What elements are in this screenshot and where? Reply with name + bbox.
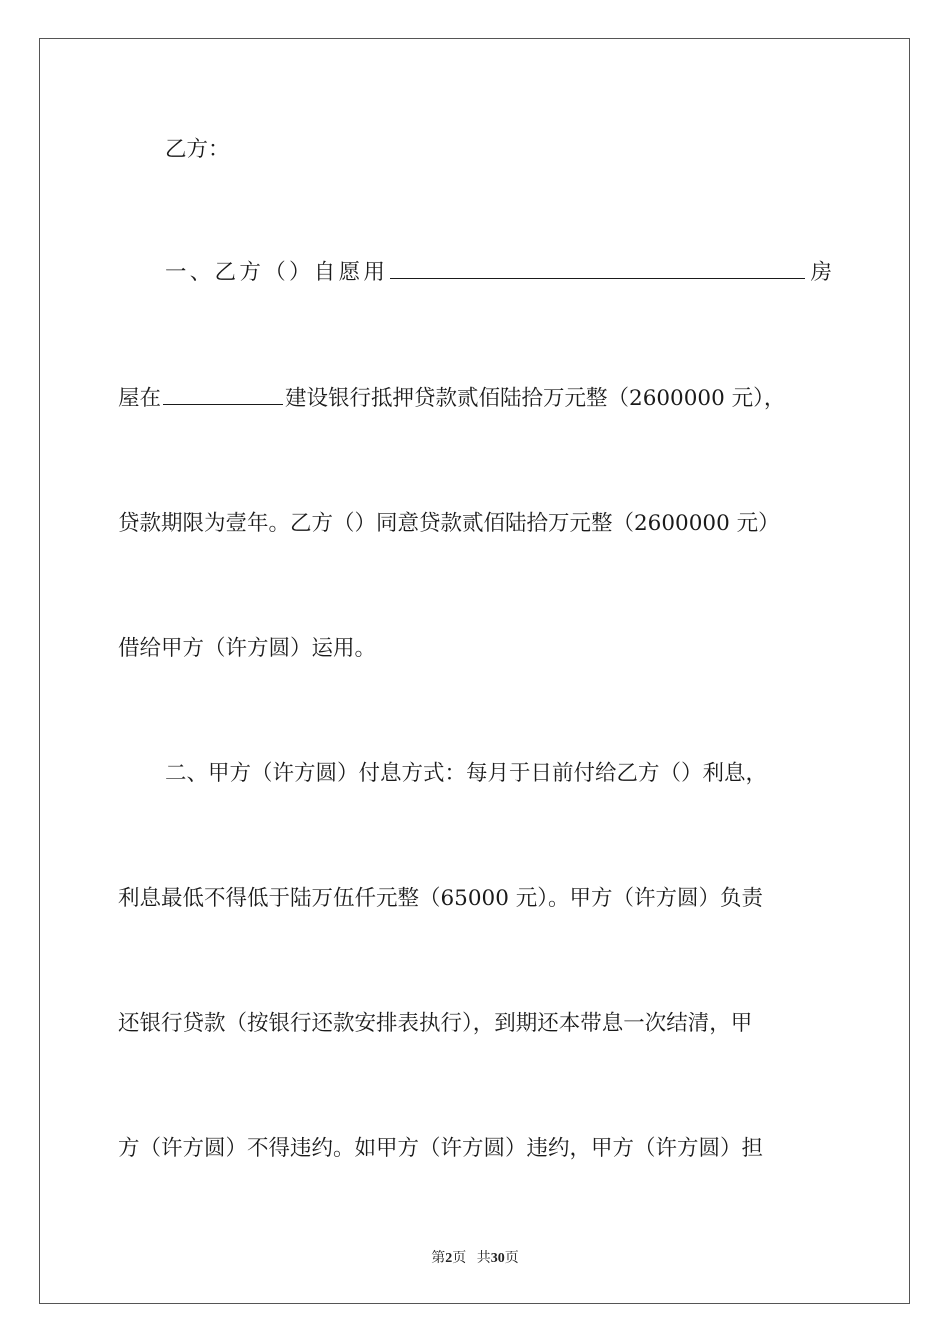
clause-one-line-2-suffix: 建设银行抵押贷款贰佰陆拾万元整（2600000 元），: [285, 386, 786, 411]
property-blank: [390, 258, 805, 279]
bank-blank: [163, 384, 283, 405]
clause-one-line-2-prefix: 屋在: [118, 386, 162, 411]
party-b-label: 乙方：: [165, 137, 230, 162]
page-border: [39, 38, 910, 1304]
clause-one-line-3: 贷款期限为壹年。乙方（）同意贷款贰佰陆拾万元整（2600000 元）: [118, 511, 780, 536]
footer-page-suffix: 页: [452, 1251, 467, 1266]
clause-one-suffix: 房: [807, 260, 832, 285]
clause-one-line-2: [118, 383, 832, 415]
clause-one-line-4: 借给甲方（许方圆）运用。: [118, 636, 377, 661]
footer-total-suffix: 页: [504, 1251, 519, 1266]
clause-two-line-1: 二、甲方（许方圆）付息方式：每月于日前付给乙方（）利息，: [165, 761, 768, 786]
clause-two-line-2: 利息最低不得低于陆万伍仟元整（65000 元）。甲方（许方圆）负责: [118, 886, 763, 911]
footer-total-pages: 30: [490, 1251, 505, 1266]
clause-two-line-4: 方（许方圆）不得违约。如甲方（许方圆）违约，甲方（许方圆）担: [118, 1136, 764, 1161]
clause-two-line-3: 还银行贷款（按银行还款安排表执行），到期还本带息一次结清，甲: [118, 1011, 753, 1036]
clause-one-line-1: [165, 257, 832, 289]
footer-page-prefix: 第: [431, 1251, 446, 1266]
clause-one-prefix: 一、乙方（）自愿用: [165, 260, 389, 285]
footer-page-number: 2: [445, 1251, 453, 1266]
page-footer: [0, 1247, 950, 1267]
footer-total-prefix: 共: [476, 1251, 491, 1266]
